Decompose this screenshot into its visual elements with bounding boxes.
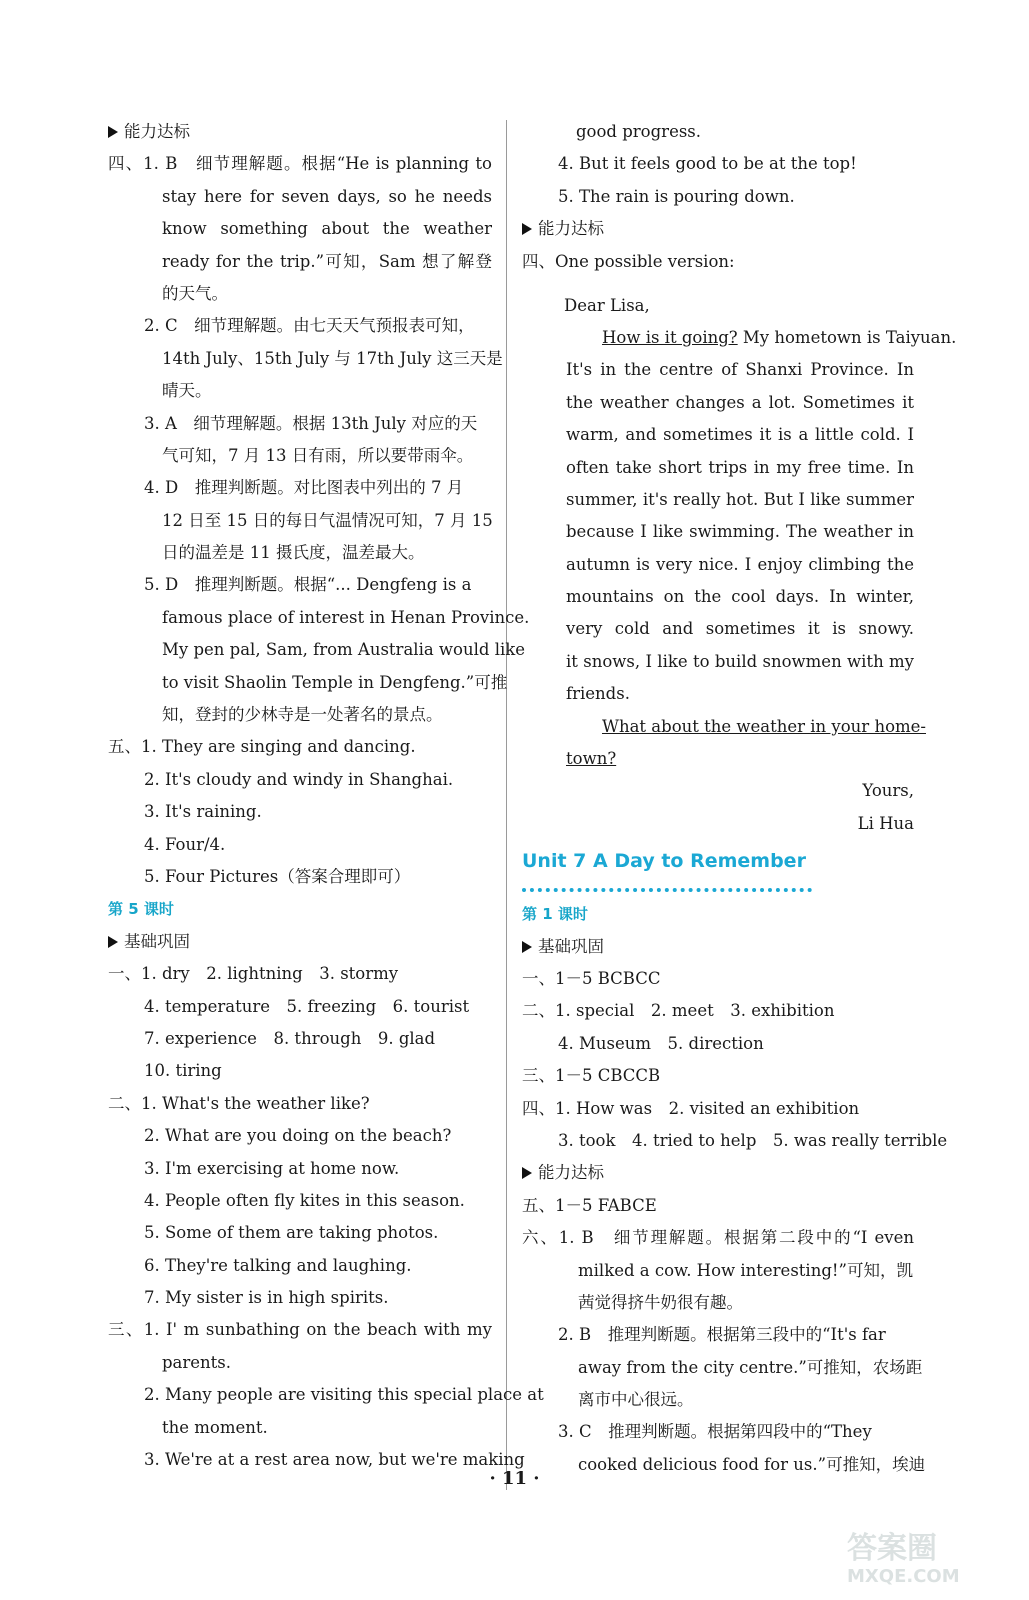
text-line: ready for the trip.”可知，Sam 想了解登 (162, 251, 492, 271)
text-line: 六、1. B 细节理解题。根据第二段中的“I even (522, 1228, 914, 1248)
triangle-bullet-icon (522, 223, 532, 235)
text-line: My pen pal, Sam, from Australia would like (162, 640, 526, 660)
text-line: 7. My sister is in high spirits. (144, 1288, 389, 1308)
text-line: cooked delicious food for us.”可推知，埃迪 (578, 1454, 926, 1474)
lesson-heading: 第 1 课时 (522, 905, 588, 924)
text-line: milked a cow. How interesting!”可知，凯 (578, 1260, 913, 1280)
text-line: 4. But it feels good to be at the top! (558, 154, 857, 174)
section-heading-text: 能力达标 (538, 1163, 604, 1183)
section-heading (522, 931, 914, 963)
triangle-bullet-icon (108, 126, 118, 138)
text-line: 4. Museum 5. direction (558, 1033, 764, 1053)
text-line: 茜觉得挤牛奶很有趣。 (578, 1292, 743, 1312)
letter-opening (522, 322, 957, 354)
svg-text:MXQE.COM: MXQE.COM (847, 1566, 960, 1587)
text-line: 四、1. How was 2. visited an exhibition (522, 1098, 860, 1118)
letter-body-line: often take short trips in my free time. In (566, 457, 914, 477)
text-line: 3. We're at a rest area now, but we're making (144, 1450, 525, 1470)
text-line: the moment. (162, 1417, 268, 1437)
text-line: 12 日至 15 日的每日气温情况可知，7 月 15 (162, 510, 493, 530)
letter-body-line: autumn is very nice. I enjoy climbing the (566, 554, 914, 574)
section-heading-text: 基础巩固 (124, 931, 190, 951)
letter-body-line: the weather changes a lot. Sometimes it (566, 392, 914, 412)
letter-body-line: because I like swimming. The weather in (566, 522, 914, 542)
text-line: 一、1. dry 2. lightning 3. stormy (108, 964, 399, 984)
triangle-bullet-icon (108, 936, 118, 948)
letter-body-line: very cold and sometimes it is snowy. (566, 619, 914, 639)
text-line: 2. It's cloudy and windy in Shanghai. (144, 769, 454, 789)
section-heading (522, 1157, 914, 1189)
text-line: 5. D 推理判断题。根据“... Dengfeng is a (144, 575, 472, 595)
text-line: 14th July、15th July 与 17th July 这三天是 (162, 348, 503, 368)
text-line: 离市中心很远。 (578, 1390, 694, 1410)
unit-title-underline (522, 878, 812, 892)
section-heading-text: 能力达标 (538, 219, 604, 239)
letter-signoff: Yours, (862, 781, 914, 801)
text-line: 四、1. B 细节理解题。根据“He is planning to (108, 154, 492, 174)
text-line: 3. C 推理判断题。根据第四段中的“They (558, 1422, 872, 1442)
svg-text:答案圈: 答案圈 (847, 1531, 937, 1566)
letter-body-line: warm, and sometimes it is a little cold. I (566, 425, 914, 445)
text-line: 4. temperature 5. freezing 6. tourist (144, 996, 470, 1016)
text-line: 气可知，7 月 13 日有雨，所以要带雨伞。 (162, 445, 474, 465)
letter-name: Li Hua (857, 813, 914, 833)
section-heading (522, 213, 914, 245)
text-line: 4. D 推理判断题。对比图表中列出的 7 月 (144, 478, 464, 498)
triangle-bullet-icon (522, 1167, 532, 1179)
text-line: famous place of interest in Henan Province. (162, 607, 530, 627)
letter-body-line: friends. (566, 684, 630, 704)
text-line: 5. The rain is pouring down. (558, 186, 795, 206)
letter-greeting: Dear Lisa, (564, 295, 650, 315)
text-line: away from the city centre.”可推知，农场距 (578, 1357, 923, 1377)
text-line: 五、1. They are singing and dancing. (108, 737, 416, 757)
text-line: 二、1. special 2. meet 3. exhibition (522, 1001, 835, 1021)
text-line: 6. They're talking and laughing. (144, 1255, 412, 1275)
letter-closing-question: What about the weather in your home- (602, 716, 926, 736)
text-line: 3. It's raining. (144, 802, 262, 822)
section-heading-text: 基础巩固 (538, 936, 604, 956)
letter-body-line: it snows, I like to build snowmen with my (566, 651, 914, 671)
text-line: know something about the weather (162, 219, 492, 239)
text-line: 日的温差是 11 摄氏度，温差最大。 (162, 543, 425, 563)
letter-closing-question-cont: town? (566, 749, 617, 769)
letter-body-line: mountains on the cool days. In winter, (566, 587, 914, 607)
left-column (108, 116, 544, 1476)
text-line: 一、1－5 BCBCC (522, 968, 661, 988)
text-line: 3. I'm exercising at home now. (144, 1158, 400, 1178)
section-heading (108, 926, 492, 958)
text-line: 3. A 细节理解题。根据 13th July 对应的天 (144, 413, 478, 433)
section-heading-text: 能力达标 (124, 122, 190, 141)
text-line: 三、1－5 CBCCB (522, 1066, 661, 1086)
page-number: · 11 · (489, 1468, 540, 1489)
text-line: 五、1－5 FABCE (522, 1195, 657, 1215)
text-line: 5. Four Pictures（答案合理即可） (144, 866, 411, 886)
text-line: 晴天。 (162, 381, 212, 401)
text-line: 2. B 推理判断题。根据第三段中的“It's far (558, 1325, 886, 1345)
text-line: 4. Four/4. (144, 834, 226, 854)
text-line: stay here for seven days, so he needs (162, 186, 492, 206)
text-line: 2. Many people are visiting this special place at (144, 1385, 544, 1405)
text-line: 3. took 4. tried to help 5. was really terrible (558, 1130, 948, 1150)
text-line: 二、1. What's the weather like? (108, 1093, 370, 1113)
letter (522, 278, 957, 840)
text-line: parents. (162, 1352, 232, 1372)
letter-opening-question: How is it going? (602, 327, 738, 347)
text-line: 4. People often fly kites in this season. (144, 1190, 465, 1210)
letter-body (522, 354, 914, 710)
column-divider (506, 120, 507, 1490)
letter-opening-rest: My hometown is Taiyuan. (737, 327, 957, 347)
letter-body-line: It's in the centre of Shanxi Province. In (566, 360, 914, 380)
triangle-bullet-icon (522, 941, 532, 953)
letter-body-line: summer, it's really hot. But I like summer (566, 489, 914, 509)
right-bottom-section (522, 898, 948, 1481)
text-line: 2. What are you doing on the beach? (144, 1126, 452, 1146)
text-line: 的天气。 (162, 283, 228, 303)
text-line: 7. experience 8. through 9. glad (144, 1028, 436, 1048)
right-column (522, 116, 957, 1481)
text-line: 三、1. I' m sunbathing on the beach with my (108, 1320, 492, 1340)
text-line: 知，登封的少林寺是一处著名的景点。 (162, 705, 443, 725)
text-line: 5. Some of them are taking photos. (144, 1223, 439, 1243)
text-line: 2. C 细节理解题。由七天天气预报表可知， (144, 316, 475, 336)
unit-title: Unit 7 A Day to Remember (522, 850, 806, 873)
right-top-section (522, 116, 914, 278)
text-line: 10. tiring (144, 1061, 222, 1081)
lesson-heading: 第 5 课时 (108, 900, 174, 919)
text-line: 四、One possible version: (522, 251, 735, 271)
section-heading (108, 116, 492, 148)
watermark-logo (837, 1524, 1007, 1588)
text-line: to visit Shaolin Temple in Dengfeng.”可推 (162, 672, 508, 692)
text-line: good progress. (576, 122, 702, 141)
